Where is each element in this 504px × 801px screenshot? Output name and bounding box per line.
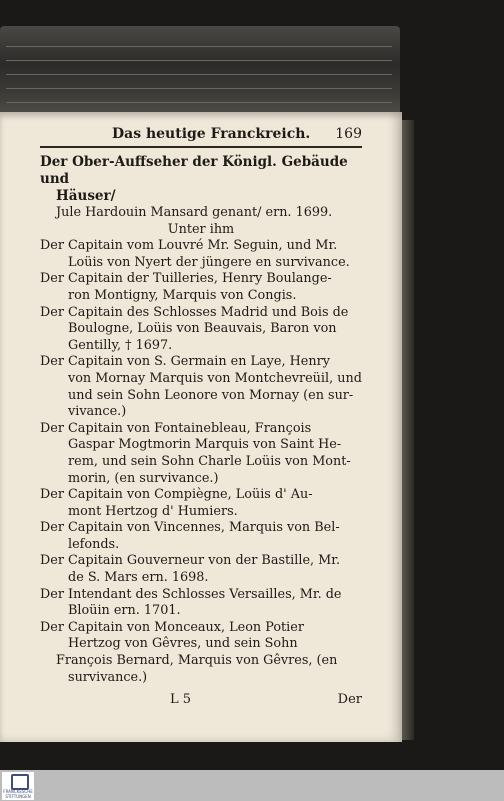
text-line: Jule Hardouin Mansard genant/ ern. 1699. [56, 205, 333, 220]
page-edge-line [6, 88, 392, 89]
running-head: Das heutige Franckreich. [112, 126, 311, 142]
library-logo [2, 772, 34, 800]
text-line: Boulogne, Loüis von Beauvais, Baron von [68, 321, 337, 337]
text-line: und sein Sohn Leonore von Mornay (en sur- [68, 387, 354, 403]
text-line: von Mornay Marquis von Montchevreüil, und [68, 370, 362, 386]
text-line: de S. Mars ern. 1698. [68, 570, 209, 586]
book-right-edge [402, 120, 414, 740]
text-line: rem, und sein Sohn Charle Loüis von Mont- [68, 453, 351, 469]
text-line: morin, (en survivance.) [68, 470, 219, 486]
entry-list [40, 205, 362, 686]
text-line: lefonds. [68, 536, 120, 552]
text-line: Der Capitain von Vincennes, Marquis von Bel- [40, 520, 340, 536]
heading-line: Der Ober-Auffseher der Königl. Gebäude und [40, 154, 348, 187]
text-line: François Bernard, Marquis von Gêvres, (en [56, 653, 338, 669]
page-text-block [40, 124, 362, 710]
text-line: Der Capitain von Fontainebleau, François [40, 420, 312, 436]
page-number: 169 [335, 126, 362, 142]
text-line: survivance.) [68, 669, 148, 685]
library-logo-text: FRANCKESCHE STIFTUNGEN [3, 789, 33, 799]
page-footer [40, 692, 362, 710]
page-edge-line [6, 102, 392, 103]
page-edge-line [6, 60, 392, 61]
text-line: Der Capitain des Schlosses Madrid und Bois de [40, 304, 349, 320]
heading-line: Häuser/ [56, 188, 116, 204]
text-line: Gaspar Mogtmorin Marquis von Saint He- [68, 437, 342, 453]
page-edge-line [6, 74, 392, 75]
text-line: Der Intendant des Schlosses Versailles, Mr. de [40, 586, 342, 602]
text-line: Unter ihm [167, 221, 235, 237]
section-heading [40, 154, 362, 205]
text-line: Loüis von Nyert der jüngere en survivance. [68, 254, 350, 270]
text-line: vivance.) [68, 404, 127, 420]
page-header [40, 124, 362, 148]
book-page [0, 112, 402, 742]
catchword: Der [337, 692, 362, 708]
text-line: Der Capitain der Tuilleries, Henry Boulange- [40, 271, 332, 287]
viewer-bottom-bar [0, 770, 504, 801]
signature-mark: L 5 [170, 692, 192, 708]
text-line: Der Capitain von Compiègne, Loüis d' Au- [40, 487, 313, 503]
building-icon [11, 774, 29, 790]
text-line: Bloüin ern. 1701. [68, 603, 181, 619]
book-page-edges [0, 26, 400, 121]
text-line: Der Capitain Gouverneur von der Bastille, Mr. [40, 553, 341, 569]
text-line: Der Capitain vom Louvré Mr. Seguin, und Mr. [40, 238, 338, 254]
text-line: Gentilly, † 1697. [68, 337, 173, 353]
page-edge-line [6, 46, 392, 47]
text-line: Der Capitain von Monceaux, Leon Potier [40, 619, 304, 635]
text-line: ron Montigny, Marquis von Congis. [68, 287, 297, 303]
text-line: Der Capitain von S. Germain en Laye, Henry [40, 354, 330, 370]
text-line: Hertzog von Gêvres, und sein Sohn [68, 636, 298, 652]
text-line: mont Hertzog d' Humiers. [68, 503, 238, 519]
